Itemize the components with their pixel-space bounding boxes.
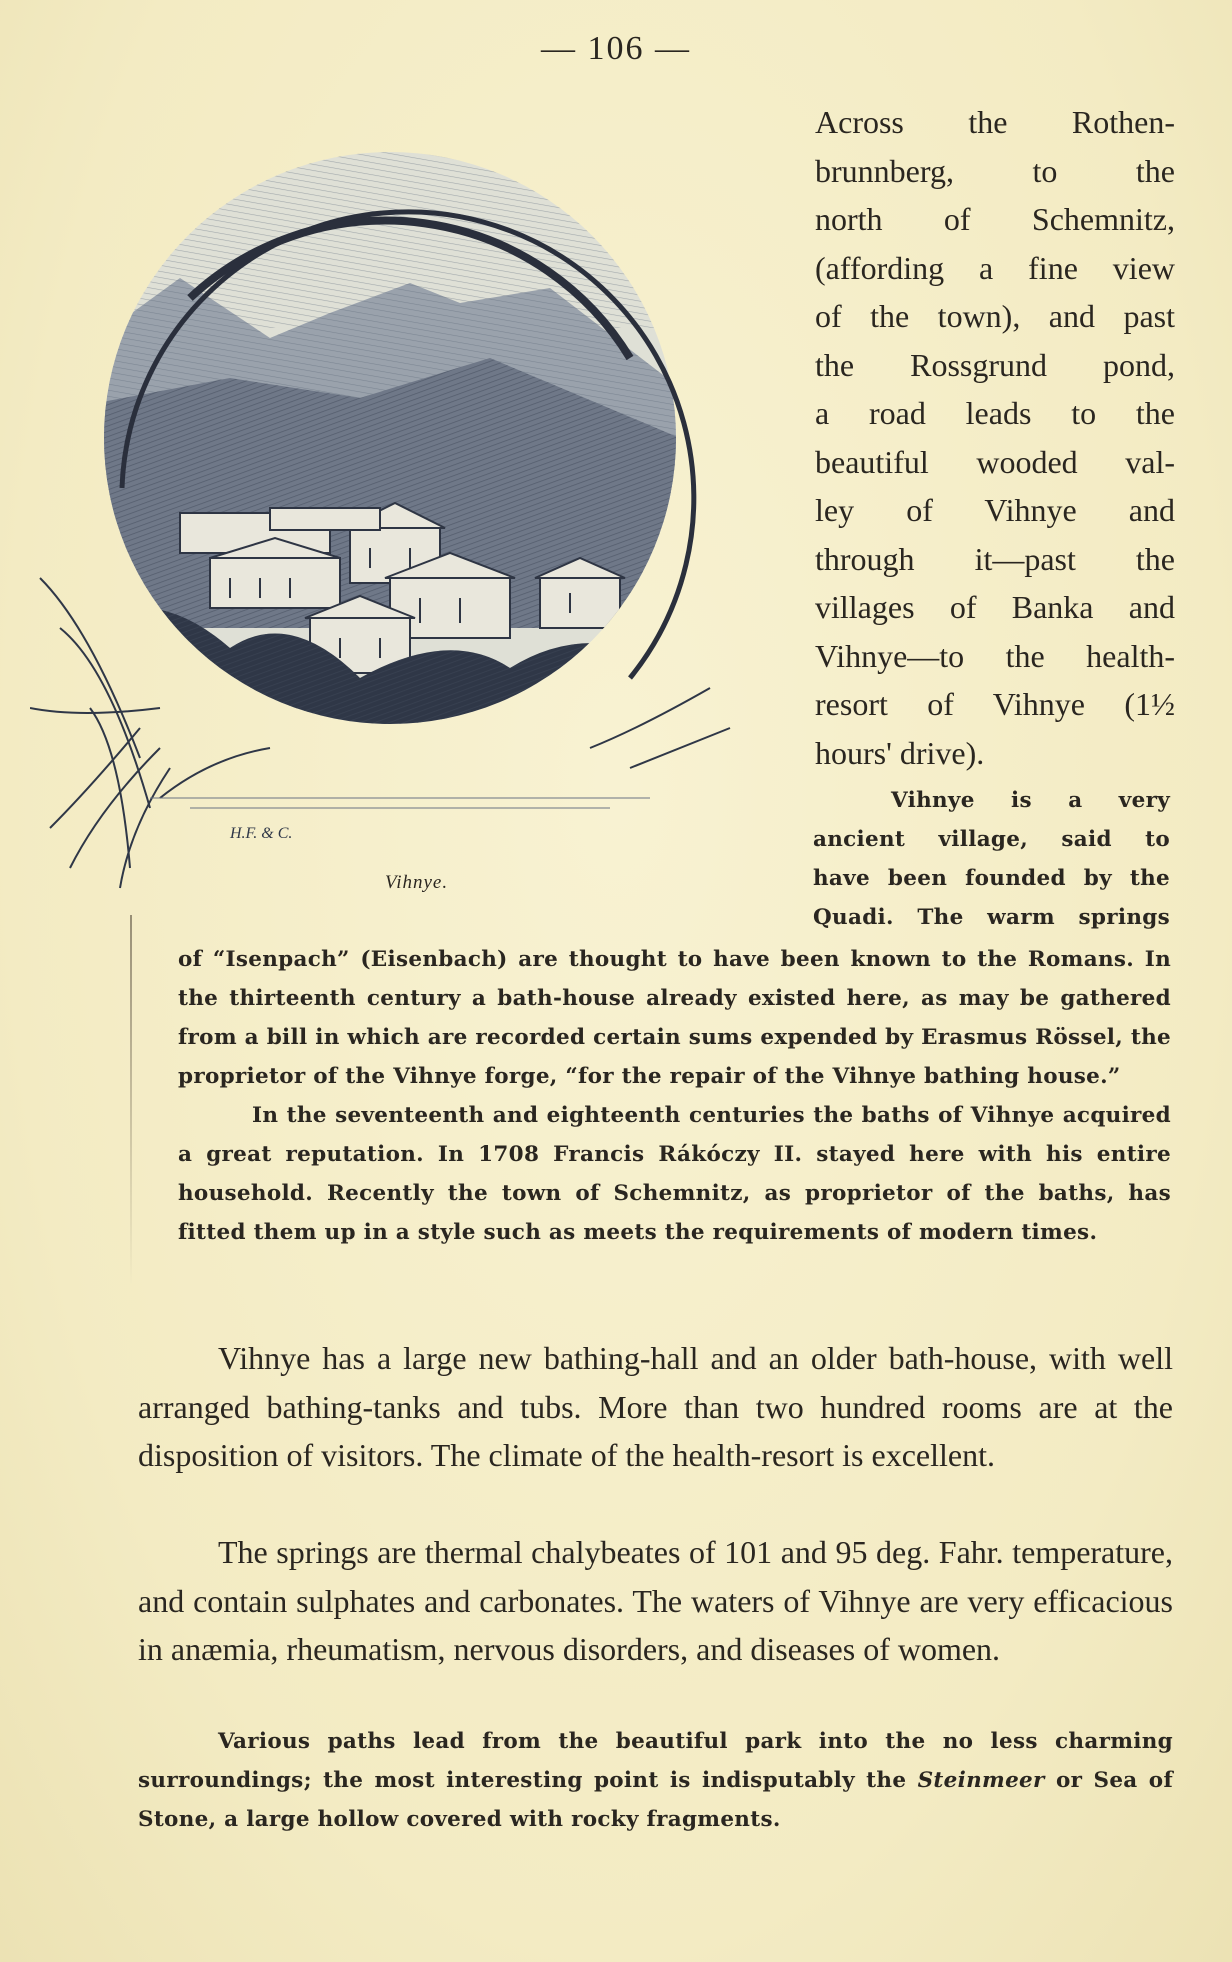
history-paragraph: In the seventeenth and eighteenth centuries the baths of Vihnye acquired a great reputation. In 1708 Francis Rákóczy II. stayed here with his entire household. Recently the town of Schemnitz, as proprietor of the baths, has fitted them up in a style such as meets the requirements of modern times. <box>178 1103 1171 1245</box>
illustration-caption: Vihnye. <box>385 872 449 893</box>
history-section <box>178 940 1171 1252</box>
side-line: ley of Vihnye and <box>815 492 1175 528</box>
springs-paragraph: The springs are thermal chalybeates of 101 and 95 deg. Fahr. temperature, and contain sulphates and carbonates. The waters of Vihnye are very efficacious in anæmia, rheumatism, nervous disorders, and diseases of women. <box>138 1534 1173 1667</box>
side-line: a road leads to the <box>815 395 1175 431</box>
side-line: beautiful wooded val- <box>815 443 1175 480</box>
side-line: (affording a fine view <box>815 249 1175 286</box>
side-line: hours' drive). <box>815 734 985 771</box>
side-line: Across the Rothen- <box>815 104 1175 140</box>
side-small-line: Vihnye is a very <box>891 788 1170 813</box>
side-small-line: have been founded by the <box>813 866 1170 891</box>
paths-text: Various paths lead from the beautiful park into the no less charming surroundings; the most interesting point is indisputably the <box>138 1729 1173 1793</box>
side-line: through it—past the <box>815 540 1175 577</box>
side-small-paragraph <box>813 781 1170 937</box>
side-line: villages of Banka and <box>815 589 1175 625</box>
side-line: north of Schemnitz, <box>815 201 1175 237</box>
side-paragraph <box>815 98 1175 777</box>
side-small-line: Quadi. The warm springs <box>813 905 1170 930</box>
page-number: — 106 — <box>541 30 691 67</box>
vihnye-engraving-icon <box>30 108 790 938</box>
side-line: brunnberg, to the <box>815 152 1175 189</box>
side-line: the Rossgrund pond, <box>815 346 1175 383</box>
history-paragraph: of “Isenpach” (Eisenbach) are thought to have been known to the Romans. In the thirteenth century a bath-house already existed here, as may be gathered from a bill in which are recorded certain sums expended by Erasmus Rössel, the proprietor of the Vihnye forge, “for the repair of the Vihnye bathing house.” <box>178 947 1171 1089</box>
side-small-line: ancient village, said to <box>813 827 1170 852</box>
side-line: Vihnye—to the health- <box>815 637 1175 674</box>
paths-paragraph <box>138 1722 1173 1839</box>
margin-rule <box>130 915 132 1285</box>
steinmeer-term: Steinmeer <box>917 1768 1045 1793</box>
engraver-mark: H.F. & C. <box>230 825 293 842</box>
paths-text-end: or Sea of Stone, a large hollow covered with rocky fragments. <box>138 1768 1173 1832</box>
side-line: of the town), and past <box>815 298 1175 334</box>
baths-paragraph: Vihnye has a large new bathing-hall and an older bath-house, with well arranged bathing-tanks and tubs. More than two hundred rooms are at the disposition of visitors. The climate of the health-resort is excellent. <box>138 1340 1173 1473</box>
side-line: resort of Vihnye (1½ <box>815 686 1175 722</box>
